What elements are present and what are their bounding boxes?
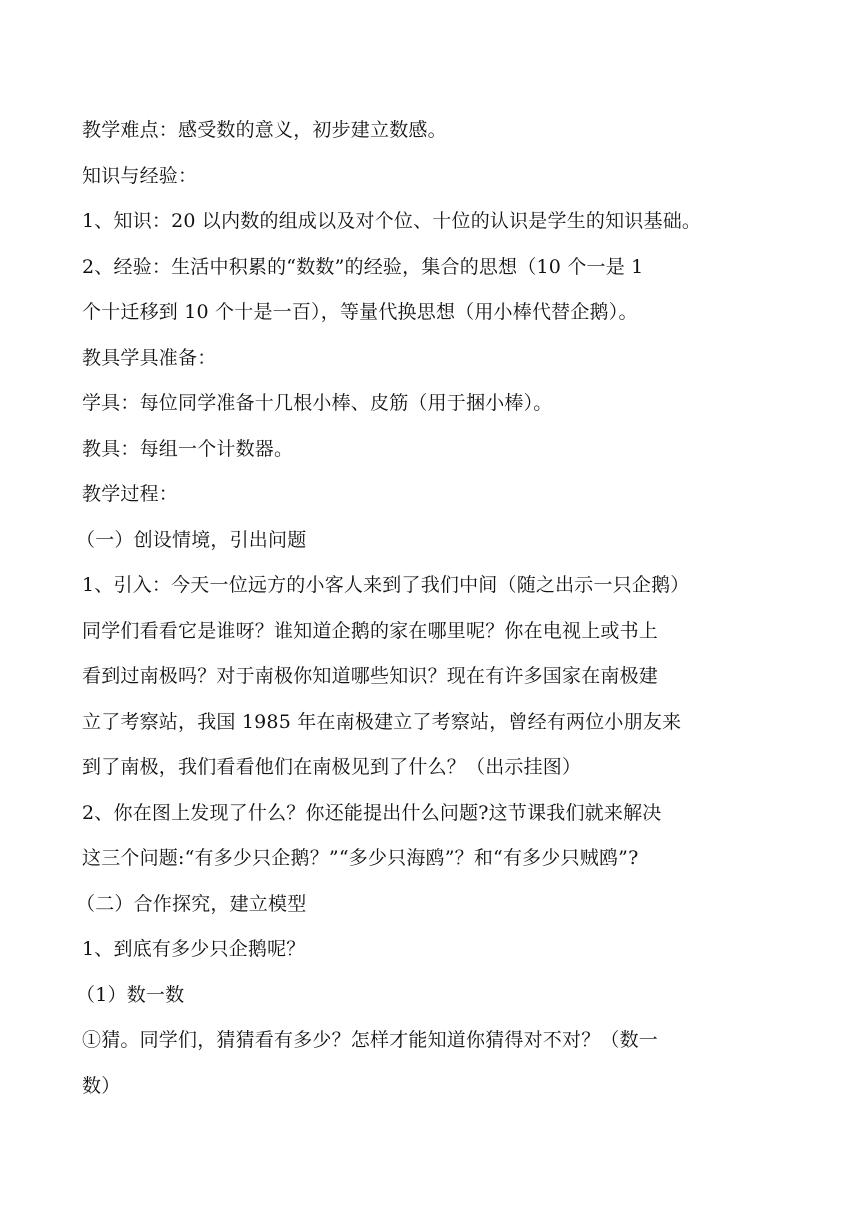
line-question-a: 2、你在图上发现了什么？你还能提出什么问题?这节课我们就来解决 <box>82 801 662 824</box>
line-student-tools: 学具：每位同学准备十几根小棒、皮筋（用于捆小棒）。 <box>82 392 553 414</box>
line-intro-b: 同学们看看它是谁呀？谁知道企鹅的家在哪里呢？你在电视上或书上 <box>82 619 659 642</box>
line-intro-d: 立了考察站，我国 1985 年在南极建立了考察站，曾经有两位小朋友来 <box>82 710 682 733</box>
line-guess-b: 数） <box>82 1074 121 1097</box>
line-intro-c: 看到过南极吗？对于南极你知道哪些知识？现在有许多国家在南极建 <box>82 665 659 687</box>
line-intro-e: 到了南极，我们看看他们在南极见到了什么？（出示挂图） <box>82 756 582 778</box>
line-penguin-count: 1、到底有多少只企鹅呢？ <box>82 938 306 960</box>
line-experience-2a: 2、经验：生活中积累的“数数”的经验，集合的思想（10 个一是 1 <box>82 255 644 278</box>
line-count-step: （1）数一数 <box>76 983 185 1006</box>
line-difficulty: 教学难点：感受数的意义，初步建立数感。 <box>82 119 447 141</box>
line-process-heading: 教学过程： <box>82 483 179 505</box>
document-body <box>76 108 712 1109</box>
line-teacher-tools: 教具：每组一个计数器。 <box>82 437 294 460</box>
line-experience-2b: 个十迁移到 10 个十是一百），等量代换思想（用小棒代替企鹅）。 <box>82 301 638 323</box>
line-question-b: 这三个问题:“有多少只企鹅？”“多少只海鸥”？和“有多少只贼鸥”? <box>82 847 639 869</box>
line-knowledge-heading: 知识与经验： <box>82 164 198 187</box>
line-section-2: （二）合作探究，建立模型 <box>76 892 307 915</box>
line-section-1: （一）创设情境，引出问题 <box>76 528 307 551</box>
line-tools-heading: 教具学具准备： <box>82 346 217 369</box>
line-knowledge-1: 1、知识：20 以内数的组成以及对个位、十位的认识是学生的知识基础。 <box>82 210 702 232</box>
line-guess-a: ①猜。同学们，猜猜看有多少？怎样才能知道你猜得对不对？（数一 <box>82 1029 659 1051</box>
line-intro-a: 1、引入：今天一位远方的小客人来到了我们中间（随之出示一只企鹅） <box>82 574 690 596</box>
